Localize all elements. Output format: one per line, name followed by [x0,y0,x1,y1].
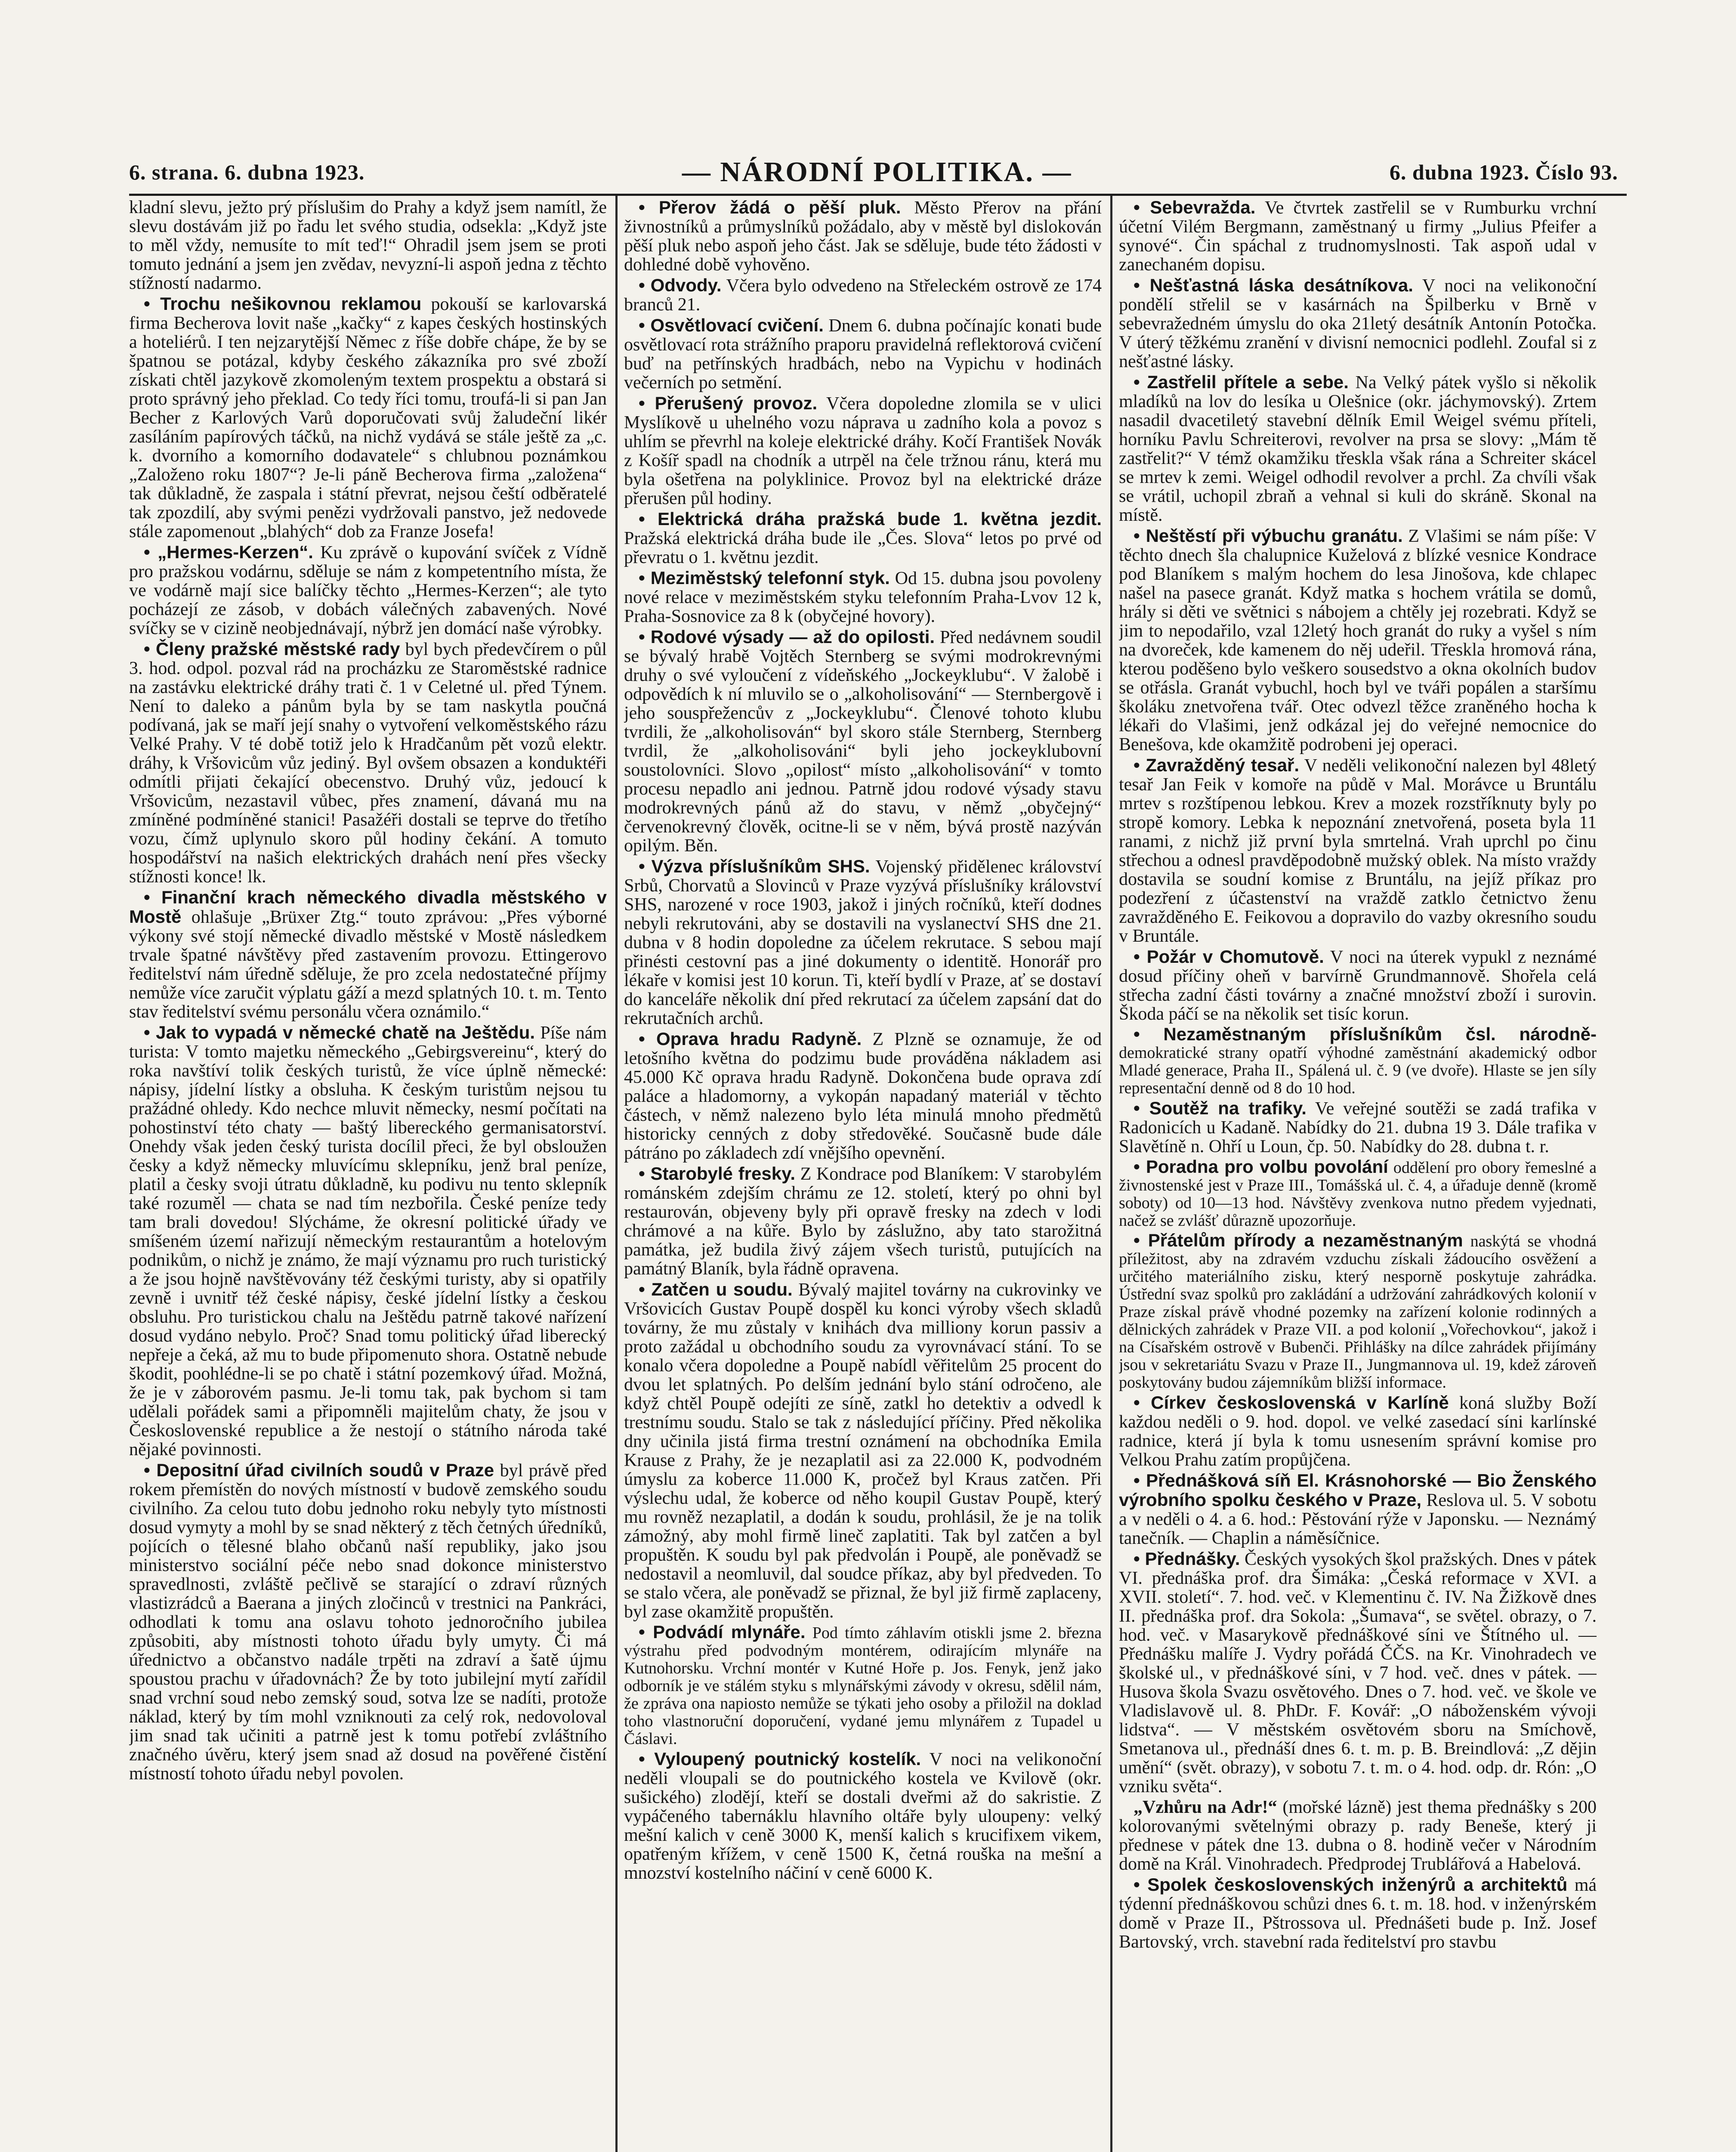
news-item-text: Píše nám turista: V tomto majetku německého „Gebirgsvereinu“, který do roka navštíví tolik českých turistů, že více úplně německé: nápisy, jídelní lístky a obsluha. K českým turistům nejsou tu pražádné ohledy. Kdo nechce mluvit německy, nesmí počítati na pohostinství této chaty — baštý libereckého germanisatorství. Onehdy však jeden český turista docílil přeci, že byl obsloužen česky a když německy mluvícímu sklepníku, jenž bral peníze, platil a česky svoji útratu důkladně, ku podivu nu tento sklepník také rozuměl — chata se nad tím nezbořila. České peníze tedy tam brali dovedou! Slýcháme, že okresní politické úřady ve smíšeném území nařizují německým restaurantům a hotelovým podnikům, o nichž je známo, že mají významu pro ruch turistický a že jsou hojně navštěvovány též českými turisty, aby si opatřily zevně i uvnitř též české nápisy, české jídelní lístky a českou obsluhu. Pro turistickou chalu na Ještědu patrně takové nařízení dosud vydáno nebylo. Proč? Snad tomu politický úřad liberecký nepřeje a čeká, až mu to bude připomenuto shora. Ostatně nebude škodit, poohlédne-li se po chatě i státní pozemkový úřad. Možná, že je v záborovém pasmu. Je-li tomu tak, pak bychom si tam udělali pořádek sami a připomněli majitelům chaty, že jsou v Československé republice a že nestojí o státního národa také nějaké povinnosti. [129,1023,607,1459]
news-item-headline: • Osvětlovací cvičení. [639,315,824,335]
news-item-headline: • Poradna pro volbu povolání [1134,1156,1388,1177]
header-rule [129,194,1627,196]
news-item-text: V noci na velikonoční neděli vloupali se do poutnického kostela ve Kvilově (okr. sušického) zlodějí, kteří se dostali dveřmi až do sakristie. Z vypáčeného tabernáklu hlavního oltáře byly uloupeny: velký mešní kalich v ceně 3000 K, menší kalich s krucifixem vikem, opatřeným křížem, v ceně 1500 K, četná rouška na mešní a mnozství kostelního náčiní v ceně 6000 K. [624,1750,1102,1883]
news-item [624,569,1102,626]
header-right: 6. dubna 1923. Číslo 93. [1389,160,1618,184]
news-item-headline: • Zatčen u soudu. [639,1279,793,1299]
news-item [129,1023,607,1459]
news-item-headline: • Církev československá v Karlíně [1134,1392,1449,1413]
news-item-headline: • Finanční krach německého divadla městského v Mostě [129,887,607,927]
news-item-text: V neděli velikonoční nalezen byl 48letý tesař Jan Feik v komoře na půdě v Mal. Morávce u Bruntálu mrtev s rozštípenou lebkou. Krev a mozek rozstříknuty byly po stropě komory. Lebka k nepoznání znetvořená, poseta byla 11 ranami, z nichž již první byla smrtelná. Vrah uprchl po činu střechou a odnesl pravděpodobně mužský oblek. Na místo vraždy dostavila se soudní komise z Bruntálu, na jejíž příkaz pro podezření z účastenství na vraždě zatklo četnictvo ženu zavražděného E. Feikovou a dopravilo do vazby okresního soudu v Bruntále. [1119,756,1597,946]
news-item-text: Ku zprávě o kupování svíček z Vídně pro pražskou vodárnu, sděluje se nám z kompetentního místa, že ve vodárně mají sice balíčky těchto „Hermes-Kerzen“; ale tyto pocházejí ze zásob, v dobách válečných zabavených. Nové svíčky se v cizině neobjednávají, nýbrž jen domácí naše výrobky. [129,543,607,638]
news-item-text: kladní slevu, ježto prý příslušim do Prahy a když jsem namítl, že slevu dostávám již po řadu let svého studia, odsekla: „Když jste to měl vždy, nemusíte to mít teď!“ Ohradil jsem jsem se proti tomuto jednání a jsem jen zvědav, nevyzní-li aspoň jedna z těchto stížností nadarmo. [129,198,607,293]
news-item-text: Před nedávnem soudil se bývalý hrabě Vojtěch Sternberg se svými modrokrevnými druhy o své vyloučení z vídeňského „Jockeyklubu“. V žalobě i odpovědích k ní mluvilo se o „alkoholisování“ — Sternbergově i jeho souspřežencův z „Jockeyklubu“. Členové tohoto klubu tvrdili, že „alkoholisován“ byl skoro stále Sternberg, Sternberg tvrdil, že „alkoholisováni“ byli jeho jockeyklubovní soustolovníci. Slovo „opilost“ místo „alkoholisování“ v tomto procesu nepadlo ani jednou. Patrně jdou rodové výsady stavu modrokrevných pánů až do stavu, v němž „obyčejný“ červenokrevný člověk, ocitne-li se v něm, bývá prostě nazýván opilým. Běn. [624,628,1102,856]
news-item [624,857,1102,1028]
news-item [1119,756,1597,946]
news-item-headline: • Přednášková síň El. Krásnohorské — Bio Ženského výrobního spolku českého v Praze, [1119,1470,1597,1510]
news-item [129,294,607,541]
news-item-headline: • Sebevražda. [1134,198,1255,217]
article-continuation [129,198,607,293]
news-item [624,628,1102,855]
news-item-headline: • Odvody. [639,275,721,295]
news-item-text: Reslova ul. 5. V sobotu a v neděli o 4. a 6. hod.: Pěstování rýže v Japonsku. — Neznámý tanečník. — Chaplin a náměsíčnice. [1119,1490,1597,1548]
news-item-headline: • Neštěstí při výbuchu granátu. [1134,526,1403,546]
news-item-headline: • Zavražděný tesař. [1134,755,1299,775]
news-item-text: oddělení pro obory řemeslné a živnostenské jest v Praze III., Tomášská ul. č. 4, a úřaduje denně (kromě soboty) od 10—13 hod. Návštěvy zvenkova nutno předem vyjednati, načež se zvlášť důrazně upozorňuje. [1119,1159,1597,1230]
news-item [1119,1231,1597,1391]
news-item [1119,276,1597,371]
news-item-headline: • Spolek československých inženýrů a architektů [1134,1874,1567,1895]
news-item [1119,1099,1597,1156]
news-item-text: Z Plzně se oznamuje, že od letošního května do podzimu bude prováděna nákladem asi 45.000 Kč oprava hradu Radyně. Dokončena bude oprava zdí paláce a hladomorny, a vykopán napadaný materiál v těchto částech, v němž nalezeno bylo léta minulá mnoho předmětů historicky cenných z doby středověké. Současně bude dále pátráno po základech zdí vnějšího opevnění. [624,1030,1102,1163]
news-item-headline: • Přerov žádá o pěší pluk. [639,198,901,217]
news-item-headline: • Vyloupený poutnický kostelík. [639,1749,921,1769]
news-item-text: naskýtá se vhodná příležitost, aby na zdravém vzduchu získali žádoucího osvěžení a určitého materiálního zisku, který nesporně poskytuje zahrádka. Ústřední svaz spolků pro zakládání a udržování zahrádkových kolonií v Praze získal právě vhodné pozemky na zařízení kolonie rodinných a dělnických zahrádek v Praze VII. a pod kolonií „Vořechovkou“, jakož i na Císařském ostrově v Bubenči. Přihlášky na dílce zahrádek přijímány jsou v sekretariátu Svazu v Praze II., Jungmannova ul. 19, kdež zároveň poskytovány budou zájemníkům bližší informace. [1119,1232,1597,1391]
news-item [1119,1875,1597,1951]
news-item-text: (mořské lázně) jest thema přednášky s 200 kolorovanými světelnými obrazy p. rady Beneše, který ji přednese v pátek dne 13. dubna o 8. hodině večer v Národním domě na Král. Vinohradech. Předprodej Trublářová a Habelová. [1119,1797,1597,1874]
news-item-text: byl právě před rokem přemístěn do nových místností v budově zemského soudu civilního. Za celou tuto dobu jednoho roku nebyly tyto místnosti dosud vymyty a mohl by se snad některý z těch četných úředníků, pojících o tělesné blaho občanů naší republiky, jako jsou ministerstvo sociální péče nebo snad dokonce ministerstvo spravedlnosti, zvláště pečlivě se starající o zdraví různých vlastizrádců a Baerana a jiných zločinců v trestnici na Pankráci, odhodlati k tomu ana oslavu tohoto jednoročního jubilea způsobiti, aby místnosti tohoto úřadu byly umyty. Či má úřednictvo a občanstvo nadále trpěti na zdraví a šatě újmu spoustou prachu v úřadovnách? Že by toto jubilejní mytí zařídil snad vrchní soud nebo zemský soud, sotva lze se nadíti, protože náklad, který by tím mohl vzniknouti za celý rok, nedovoloval jim snad tak učiniti a patrně jest k tomu potřebí zvláštního značného úvěru, který jsem snad až dosud na pověřené čistění místností tohoto úřadu nebyl povolen. [129,1461,607,1784]
news-item-headline: • „Hermes-Kerzen“. [144,542,313,562]
news-item-headline: • Meziměstský telefonní styk. [639,568,890,588]
news-item-headline: • Starobylé fresky. [639,1163,795,1184]
news-item-text: Českých vysokých škol pražských. Dnes v pátek VI. přednáška prof. dra Šimáka: „Česká reformace v XVI. a XVII. století“. 7. hod. več. v Klementinu č. IV. Na Žižkově dnes II. přednáška prof. dra Sokola: „Šumava“, se světel. obrazy, o 7. hod. več. v Masarykově přednáškové síni ve Štítného ul. — Přednášku malíře J. Vydry pořádá ČČS. na Kr. Vinohradech ve školské ul., v přednáškové síni, v 7 hod. več. dnes v pátek. — Husova škola Svazu osvětového. Dnes o 7. hod. več. ve škole ve Vladislavově ul. 8. PhDr. F. Kovář: „O náboženském vývoji lidstva“. — V městském osvětovém sboru na Smíchově, Smetanova ul., přednáší dnes 6. t. m. p. B. Breindlová: „Z dějin umění“ (svět. obrazy), v sobotu 7. t. m. o 4. hod. odp. dr. Rón: „O vzniku světa“. [1119,1549,1597,1796]
news-item-text: Včera dopoledne zlomila se v ulici Myslíkově u uhelného vozu náprava u zadního kola a povoz s uhlím se převrhl na koleje elektrické dráhy. Kočí František Novák z Košíř spadl na chodník a utrpěl na čele tržnou ránu, která mu byla ošetřena na polyklinice. Provoz byl na elektrické dráze přerušen půl hodiny. [624,394,1102,508]
news-item-text: Z Kondrace pod Blaníkem: V starobylém románském zdejším chrámu ze 12. století, který po ohni byl restaurován, objeveny byly při opravě fresky na zdech v lodi chrámové a na kůře. Bylo by záslužno, aby tato starožitná památka, jež budila živý zájem všech turistů, putujících na památný Blaník, byla řádně opravena. [624,1164,1102,1279]
news-item [1119,947,1597,1023]
news-item-headline: • Nezaměstnaným příslušníkům čsl. národně- [1134,1024,1597,1044]
news-item-text: V noci na velikonoční pondělí střelil se v kasárnách na Špilberku v Brně v sebevražedném úmyslu do oka 21letý desátník Antonín Potočka. V úterý těžkému zranění v divisní nemocnici podlehl. Zoufal si z nešťastné lásky. [1119,276,1597,371]
column-divider [1110,196,1112,2152]
news-item-text: má týdenní přednáškovou schůzi dnes 6. t. m. 18. hod. v inženýrském domě v Praze II., Pštrossova ul. Přednášeti bude p. Inž. Josef Bartovský, vrch. stavební rada ředitelství pro stavbu [1119,1875,1597,1952]
news-item-text: Ve veřejné soutěži se zadá trafika v Radonicích u Kadaně. Nabídky do 21. dubna 19 3. Dále trafika v Slavětíně n. Ohří u Loun, čp. 50. Nabídky do 28. dubna t. r. [1119,1099,1597,1156]
news-item-headline: • Rodové výsady — až do opilosti. [639,627,935,647]
news-item-text: demokratické strany opatří výhodné zaměstnání akademický odbor Mladé generace, Praha II., Spálená ul. č. 9 (ve dvoře). Hlaste se jen síly representační denně od 8 do 10 hod. [1119,1044,1597,1097]
news-item [129,543,607,638]
news-item [1119,1158,1597,1230]
news-item [129,640,607,886]
news-item-headline: • Jak to vypadá v německé chatě na Ještědu. [144,1022,535,1042]
news-item [624,1623,1102,1748]
column-divider [615,196,618,2152]
header-left: 6. strana. 6. dubna 1923. [129,160,365,184]
page-header [129,153,1618,192]
news-item [1119,526,1597,754]
news-item-text: Pražská elektrická dráha bude ile „Čes. Slova“ letos po prvé od převratu o 1. květnu jezdit. [624,529,1102,567]
news-item [1119,373,1597,525]
news-item [1119,1471,1597,1548]
news-item [624,316,1102,392]
news-item-headline: • Oprava hradu Radyně. [639,1029,862,1049]
news-item-text: Včera bylo odvedeno na Střeleckém ostrově ze 174 branců 21. [624,276,1102,315]
column-1 [129,198,607,2152]
news-item-headline: • Soutěž na trafiky. [1134,1098,1307,1118]
column-2 [624,198,1102,2152]
masthead-title: — NÁRODNÍ POLITIKA. — [682,156,1072,188]
news-item-text: Z Vlašimi se nám píše: V těchto dnech šla chalupnice Kuželová z blízké vesnice Kondrace pod Blaníkem s malým hochem do lesa Jinošova, kde chlapec našel na pasece granát. Když matka s hochem vrátila se domů, hrály si děti ve světnici s nábojem a chtěly jej rozebrati. Když se jim to nepodařilo, vzal 12letý hoch granát do ruky a vyšel s ním na dvoreček, kde kamenem do něj udeřil. Třeskla hromová rána, kterou poděšeno bylo veškero sousedstvo a okna okolních budov se otřásla. Granát vybuchl, hoch byl ve tváři popálen a staršímu školáku znetvořena tvář. Otec odvezl těžce zraněného hocha k lékaři do Vlašimi, jenž odkázal jej do veřejné nemocnice do Benešova, kde okamžitě podrobeni jej operaci. [1119,526,1597,754]
news-item [624,198,1102,274]
news-item [129,1461,607,1783]
news-item [624,1280,1102,1621]
news-item-headline: • Přátelům přírody a nezaměstnaným [1134,1230,1463,1250]
news-item [624,1750,1102,1883]
news-item [1119,1798,1597,1874]
news-item [1119,1393,1597,1469]
news-item-text: Bývalý majitel továrny na cukrovinky ve Vršovicích Gustav Poupě dospěl ku konci výroby všech skladů továrny, že mu zůstaly v knihách dva milliony korun passiv a proto zažádal u obchodního soudu za vyrovnávací stání. To se konalo včera dopoledne a Poupě nabídl věřitelům 25 procent do dvou let splatných. Po delším jednání bylo stání odročeno, ale když chtěl Poupě odejíti ze síně, zatkl ho detektiv a odvedl k trestnímu soudu. Stalo se tak z následující příčiny. Před několika dny učinila jistá firma trestní oznámení na obchodníka Emila Krause z Prahy, že je nezaplatil asi za 22.000 K, podvodném úmyslu za koberce 11.000 K, pročež byl Kraus zatčen. Při výslechu udal, že koberce od něho koupil Gustav Poupě, který mu rovněž nezaplatil, a dodán k soudu, prohlásil, že je na tolik zámožný, aby mohl firmě lineč zaplatiti. Tak byl zatčen a byl propuštěn. K soudu byl pak předvolán i Poupě, ale poněvadž se nedostavil a neomluvil, dal soudce příkaz, aby byl předveden. To se stalo včera, ale poněvadž se přiznal, že byl již firmě zaplaceny, byl zase okamžitě propuštěn. [624,1280,1102,1622]
news-item [1119,1025,1597,1097]
news-item-headline: • Členy pražské městské rady [144,639,400,659]
news-item-text: Město Přerov na přání živnostníků a průmyslníků požádalo, aby v městě byl dislokován pěší pluk nebo aspoň jeho část. Jak se sděluje, bude této žádosti v dohledné době vyhověno. [624,198,1102,275]
news-item-text: Na Velký pátek vyšlo si několik mladíků na lov do lesíka u Olešnice (okr. jáchymovský). Zrtem nasadil dvacetiletý stavební dělník Emil Weigel svému příteli, horníku Pavlu Schreiterovi, revolver na prsa se slovy: „Mám tě zastřelit?“ V témž okamžiku třeskla však rána a Schreiter skácel se mrtev k zemi. Weigel odhodil revolver a prchl. Za chvíli však se vrátil, uchopil zbraň a vehnal si kuli do skráně. Skonal na místě. [1119,373,1597,525]
news-item-headline: • Přerušený provoz. [639,393,817,413]
news-item-headline: • Depositní úřad civilních soudů v Praze [144,1460,494,1480]
news-item-headline: • Trochu nešikovnou reklamou [144,294,421,314]
news-item-text: pokouší se karlovarská firma Becherova lovit naše „kačky“ z kapes českých hostinských a hoteliérů. I ten nejzarytější Němec z říše dobře chápe, že by se špatnou se potázal, kdyby českého zákazníka pro své zboží získati chtěl jazykově zkomoleným textem prospektu a obstará si proto správný jeho překlad. Co tedy říci tomu, troufá-li si pan Jan Becher z Karlových Varů doporučovati svůj žaludeční likér zasíláním papírových táčků, na nichž vydává se stále ještě za „c. k. dvorního a komorního dodavatele“ s chlubnou poznámkou „Založeno roku 1807“? Je-li páně Becherova firma „založena“ tak důkladně, že zaspala i státní převrat, nejsou čeští odběratelé tak zpozdilí, aby svými penězi vydržovali panstvo, jež nedovede stále zapomenout „blahých“ dob za Franze Josefa! [129,294,607,541]
news-item [624,276,1102,314]
news-item-text: Vojenský přidělenec království Srbů, Chorvatů a Slovinců v Praze vyzývá příslušníky království SHS, narozené v roce 1903, jakož i jiných ročníků, kteří dodnes nebyli rekrutováni, aby se dostavili na vyslanectví SHS dne 21. dubna v 8 hodin dopoledne za účelem rekrutace. S sebou mají přinésti cestovní pas a jiné dokumenty o identitě. Honorář pro lékaře v komisi jest 10 korun. Ti, kteří bydlí v Praze, ať se dostaví do kanceláře několik dní před rekrutací za účelem zapsání dat do rekrutačních archů. [624,857,1102,1028]
news-item-headline: • Podvádí mlynáře. [639,1622,806,1642]
news-item-headline: • Přednášky. [1134,1549,1240,1569]
news-item-headline: • Výzva příslušníkům SHS. [639,856,870,876]
news-item-text: V noci na úterek vypukl z neznámé dosud příčiny oheň v barvírně Grundmannově. Shořela celá střecha zadní části továrny a značné množství zboží i surovin. Škoda páčí se na několik set tisíc korun. [1119,947,1597,1024]
news-item [129,888,607,1021]
news-item-headline: • Požár v Chomutově. [1134,946,1324,967]
news-item [1119,1549,1597,1796]
news-item-headline: • Nešťastná láska desátníkova. [1134,275,1413,295]
news-item-headline: • Zastřelil přítele a sebe. [1134,372,1349,392]
news-item [624,394,1102,508]
news-item-text: Dnem 6. dubna počínajíc konati bude osvětlovací rota strážního praporu pravidelná reflektorová cvičení buď na petřínských hradbách, nebo na Vypichu v hodinách večerních po setmění. [624,316,1102,393]
news-item-headline: • Elektrická dráha pražská bude 1. května jezdit. [639,509,1102,529]
column-3 [1119,198,1597,2152]
news-item-text: ohlašuje „Brüxer Ztg.“ touto zprávou: „Přes výborné výkony své stojí německé divadlo městské v Mostě následkem trvale špatné návštěvy před zastavením provozu. Ettingerovo ředitelství nám úředně sděluje, že pro zcela nedostatečné příjmy nemůže více zaručit výplatu gáží a mezd splatných 10. t. m. Tento stav ředitelství svému personálu včera oznámilo.“ [129,907,607,1022]
news-item-text: byl bych předevčírem o půl 3. hod. odpol. pozval rád na procházku ze Staroměstské radnice na zastávku elektrické dráhy trati č. 1 v Celetné ul. před Týnem. Není to daleko a pánům byla by se tam naskytla poučná podívaná, jak se maří její snahy o vytvoření velkoměstského rázu Velké Prahy. V té době totiž jelo k Hradčanům pět vozů elektr. dráhy, k Vršovicům vůz jediný. Byl ovšem obsazen a konduktéři odmítli přijati čekající obecenstvo. Druhý vůz, jedoucí k Vršovicům, nezastavil vůbec, přes znamení, dávaná mu na zmíněné podmíněné stanici! Pasažéři dostali se teprve do třetího vozu, čímž uplynulo skoro půl hodiny čekání. A tomuto hospodářství na našich elektrických drahách není přes všecky stížnosti konce! lk. [129,640,607,887]
news-item-text: koná služby Boží každou neděli o 9. hod. dopol. ve velké zasedací síni karlínské radnice, která jí byla k tomu usnesením správní komise pro Velkou Prahu zatím propůjčena. [1119,1393,1597,1470]
news-item [624,1164,1102,1278]
news-item [624,510,1102,567]
news-item [624,1030,1102,1163]
news-item-text: Pod tímto záhlavím otiskli jsme 2. března výstrahu před podvodným montérem, odirajícím mlynáře na Kutnohorsku. Vrchní montér v Kutné Hoře p. Jos. Fenyk, jenž jako odborník je ve stálém styku s mlynářskými závody v okresu, sdělil nám, že zpráva ona napiosto nemůže se týkati jeho osoby a přiložil na doklad toho vlastnoruční doporučení, vydané jemu mlynářem z Tupadel u Čáslavi. [624,1624,1102,1748]
news-item-headline: „Vzhůru na Adr!“ [1134,1797,1277,1817]
news-item-text: Od 15. dubna jsou povoleny nové relace v meziměstském styku telefonním Praha-Lvov 12 k, Praha-Sosnovice za 8 k (obyčejné hovory). [624,569,1102,626]
news-item-text: Ve čtvrtek zastřelil se v Rumburku vrchní účetní Vilém Bergmann, zaměstnaný u firmy „Julius Pfeifer a synové“. Čin spáchal z trudnomyslnosti. Tak aspoň udal v zanechaném dopisu. [1119,198,1597,275]
news-item [1119,198,1597,274]
